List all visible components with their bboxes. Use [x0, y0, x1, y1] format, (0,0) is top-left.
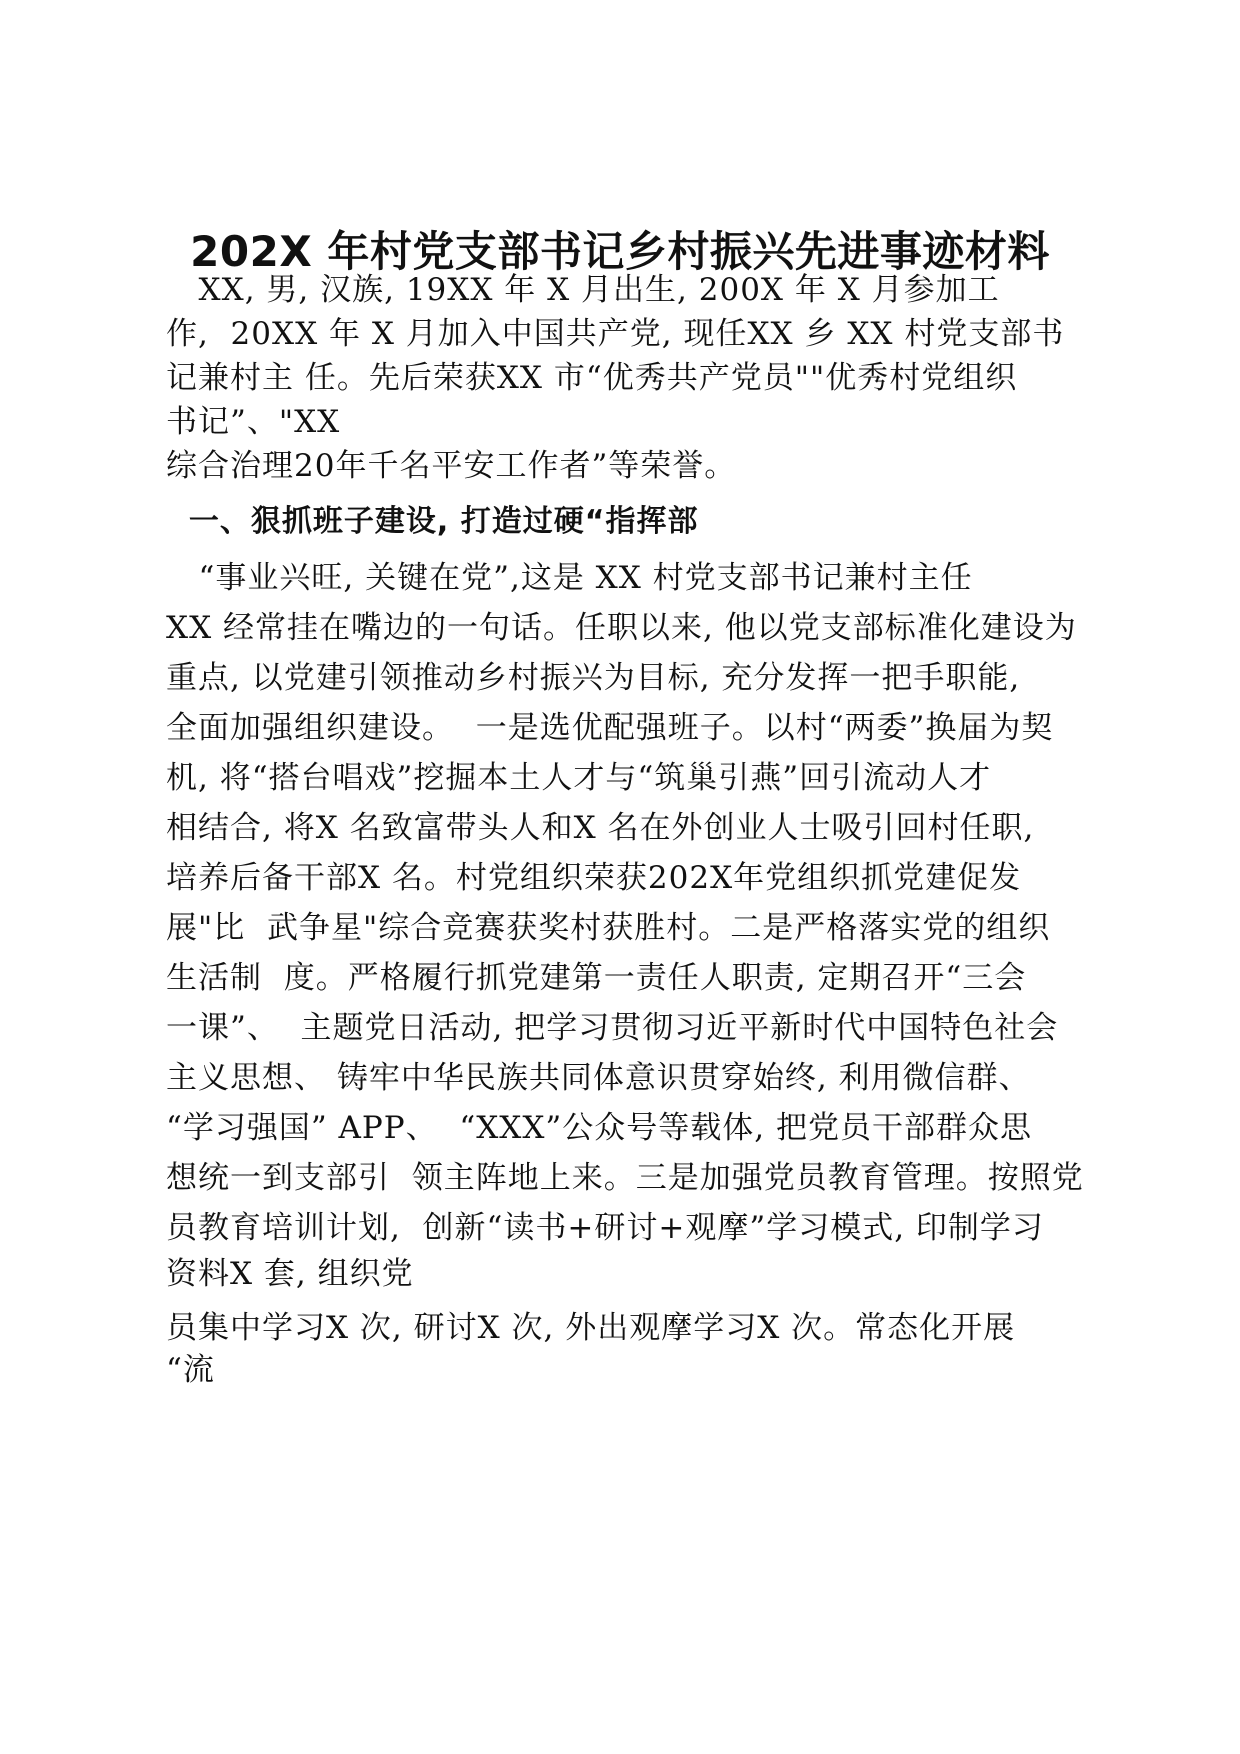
body-line-16: 一课”、 主题党日活动, 把学习贯彻习近平新时代中国特色社会: [166, 1010, 1059, 1046]
body-line-1: XX, 男, 汉族, 19XX 年 X 月出生, 200X 年 X 月参加工: [166, 272, 1000, 308]
section-heading-1: 一、狠抓班子建设, 打造过硬“指挥部: [166, 504, 699, 539]
body-line-10: 全面加强组织建设。 一是选优配强班子。以村“两委”换届为契: [166, 710, 1054, 746]
body-line-3: 记兼村主 任。先后荣获XX 市“优秀共产党员""优秀村党组织: [166, 360, 1018, 396]
body-line-14: 展"比 武争星"综合竞赛获奖村获胜村。二是严格落实党的组织: [166, 910, 1051, 946]
body-line-13: 培养后备干部X 名。村党组织荣获202X年党组织抓党建促发: [166, 860, 1022, 896]
body-line-7: “事业兴旺, 关键在党”,这是 XX 村党支部书记兼村主任: [166, 560, 973, 596]
body-line-11: 机, 将“搭台唱戏”挖掘本土人才与“筑巢引燕”回引流动人才: [166, 760, 992, 796]
body-line-17: 主义思想、 铸牢中华民族共同体意识贯穿始终, 利用微信群、: [166, 1060, 1031, 1096]
body-line-21: 资料X 套, 组织党: [166, 1256, 414, 1292]
body-line-4: 书记”、"XX: [166, 404, 341, 440]
body-line-5: 综合治理20年千名平安工作者”等荣誉。: [166, 448, 737, 484]
body-line-23: “流: [166, 1352, 215, 1388]
body-line-9: 重点, 以党建引领推动乡村振兴为目标, 充分发挥一把手职能,: [166, 660, 1021, 696]
body-line-19: 想统一到支部引 领主阵地上来。三是加强党员教育管理。按照党: [166, 1160, 1084, 1196]
body-line-2: 作, 20XX 年 X 月加入中国共产党, 现任XX 乡 XX 村党支部书: [166, 316, 1065, 352]
document-title: 202X 年村党支部书记乡村振兴先进事迹材料: [190, 227, 1050, 276]
body-line-18: “学习强国” APP、 “XXX”公众号等载体, 把党员干部群众思: [166, 1110, 1032, 1146]
body-line-22: 员集中学习X 次, 研讨X 次, 外出观摩学习X 次。常态化开展: [166, 1310, 1016, 1346]
body-line-8: XX 经常挂在嘴边的一句话。任职以来, 他以党支部标准化建设为: [166, 610, 1077, 646]
body-line-12: 相结合, 将X 名致富带头人和X 名在外创业人士吸引回村任职,: [166, 810, 1035, 846]
body-line-15: 生活制 度。严格履行抓党建第一责任人职责, 定期召开“三会: [166, 960, 1027, 996]
body-line-20: 员教育培训计划, 创新“读书+研讨+观摩”学习模式, 印制学习: [166, 1210, 1044, 1246]
